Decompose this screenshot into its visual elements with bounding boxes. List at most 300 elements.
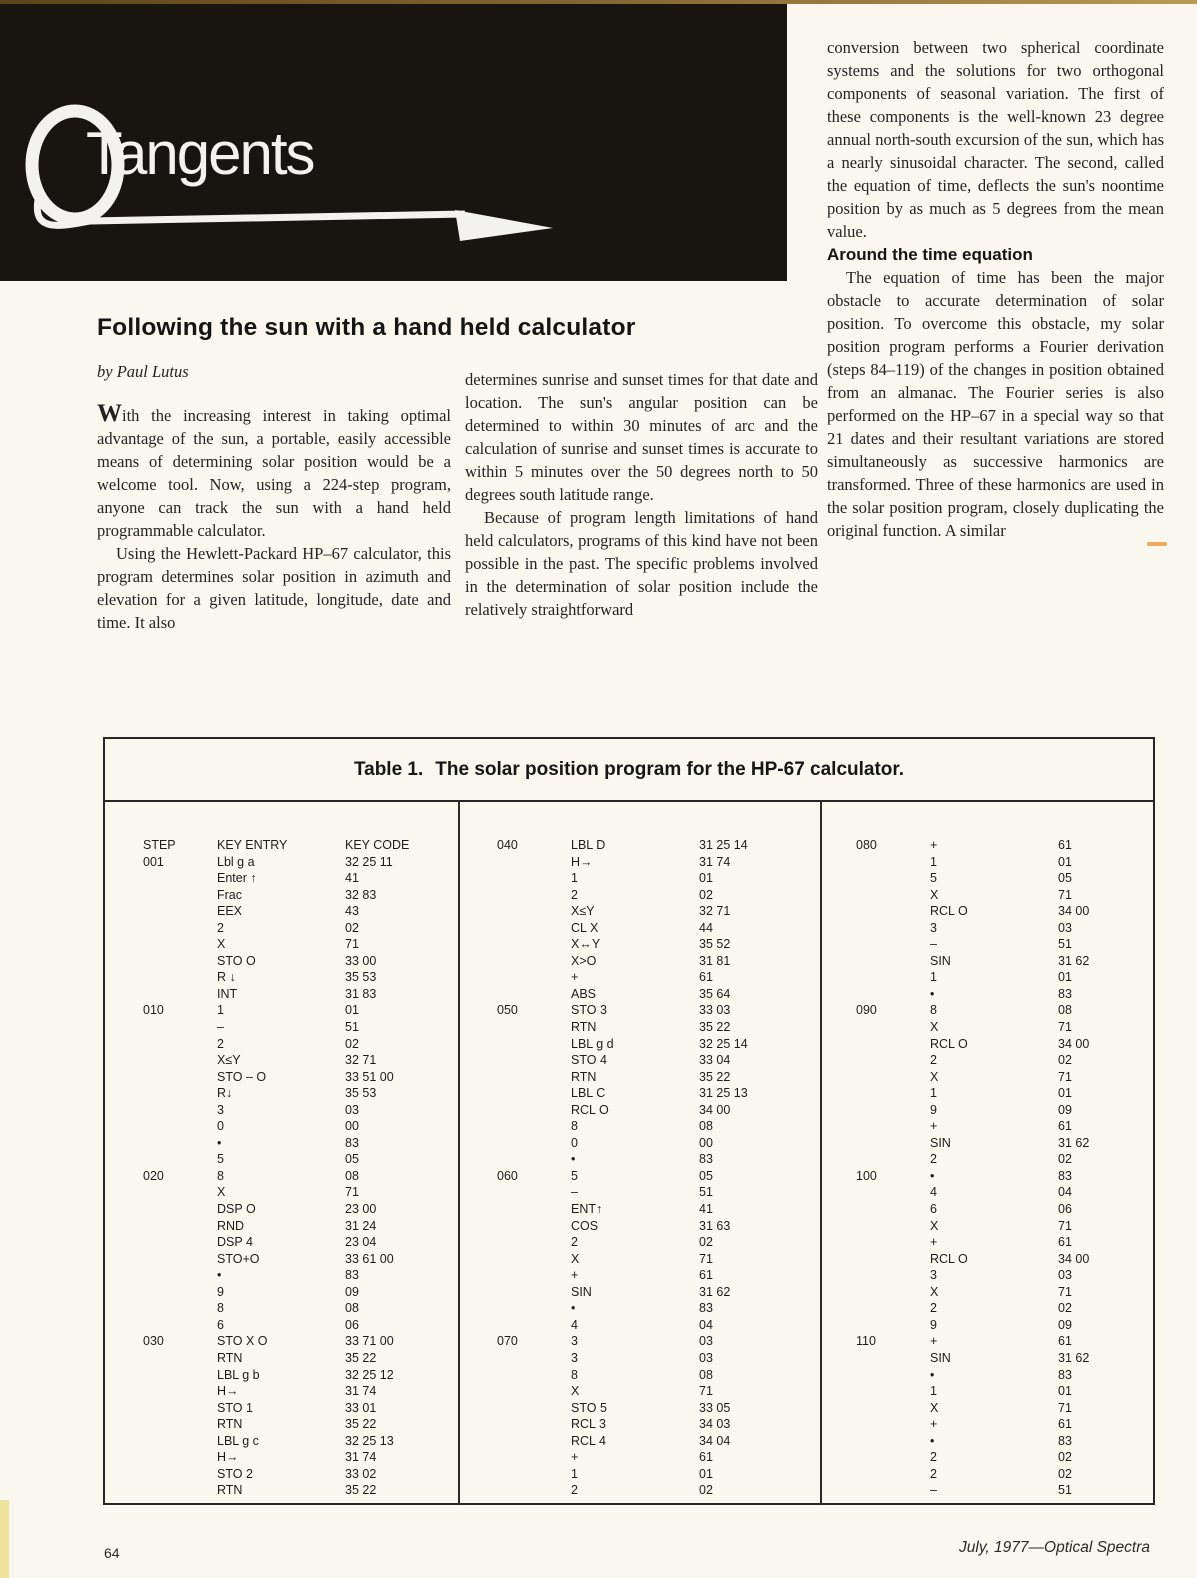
key-entry-cell: +	[571, 1268, 579, 1283]
key-entry-cell: 2	[571, 1235, 578, 1250]
step-cell: 001	[143, 854, 164, 869]
table-row	[143, 1482, 443, 1499]
key-entry-cell: 8	[930, 1003, 937, 1018]
key-entry-cell: Enter ↑	[217, 871, 257, 886]
key-code-cell: 71	[1058, 1400, 1072, 1415]
key-entry-cell: +	[930, 1334, 938, 1349]
step-cell	[856, 953, 930, 970]
key-entry-cell: LBL g b	[217, 1367, 260, 1382]
key-code-cell: 51	[1058, 937, 1072, 952]
table-title	[105, 739, 1153, 802]
step-cell	[497, 1251, 571, 1268]
key-code-cell: 33 03	[699, 1003, 731, 1018]
table-row	[497, 1333, 797, 1350]
key-entry-cell: •	[930, 1367, 935, 1382]
table-row	[497, 936, 797, 953]
key-entry-cell: 9	[217, 1284, 224, 1299]
key-code-cell: 32 71	[345, 1053, 377, 1068]
key-code-cell: 61	[1058, 838, 1072, 852]
table-row	[497, 1317, 797, 1334]
page-left-edge	[0, 1500, 9, 1578]
step-cell	[497, 1184, 571, 1201]
step-cell	[856, 936, 930, 953]
table-row	[143, 1019, 443, 1036]
table-row	[856, 870, 1146, 887]
step-cell	[497, 1234, 571, 1251]
step-cell	[856, 1102, 930, 1119]
key-code-cell: 01	[699, 1466, 713, 1481]
table-row	[856, 1433, 1146, 1450]
key-code-cell: 33 01	[345, 1400, 377, 1415]
step-cell	[143, 1383, 217, 1400]
table-row	[143, 1002, 443, 1019]
key-code-cell: 71	[1058, 1284, 1072, 1299]
step-cell: 070	[497, 1334, 518, 1349]
table-row	[497, 1251, 797, 1268]
key-entry-cell: 1	[930, 854, 937, 869]
table-row	[143, 1284, 443, 1301]
table-row	[856, 1135, 1146, 1152]
table-title-label: Table 1.	[353, 758, 424, 780]
key-code-cell: 83	[1058, 1433, 1072, 1448]
key-code-cell: 71	[1058, 1069, 1072, 1084]
step-cell	[143, 1449, 217, 1466]
step-cell	[856, 1300, 930, 1317]
step-cell	[856, 969, 930, 986]
table-row	[143, 1118, 443, 1135]
table-row	[143, 1234, 443, 1251]
table-row	[856, 1317, 1146, 1334]
step-cell	[856, 1350, 930, 1367]
table-row	[856, 1184, 1146, 1201]
key-entry-cell: •	[930, 986, 935, 1001]
table-row	[856, 903, 1146, 920]
key-code-cell: 01	[1058, 1086, 1072, 1101]
step-cell	[143, 1218, 217, 1235]
key-entry-cell: SIN	[571, 1284, 592, 1299]
table-row	[497, 1036, 797, 1053]
step-cell: 020	[143, 1168, 164, 1183]
key-code-cell: 33 51 00	[345, 1069, 394, 1084]
key-entry-cell: RTN	[571, 1020, 597, 1035]
table-row	[143, 1069, 443, 1086]
step-cell	[856, 1367, 930, 1384]
table-row	[856, 1085, 1146, 1102]
key-code-cell: 35 22	[345, 1417, 377, 1432]
step-cell	[497, 1466, 571, 1483]
step-cell	[143, 1416, 217, 1433]
key-code-cell: 61	[1058, 1119, 1072, 1134]
key-entry-cell: 1	[930, 1384, 937, 1399]
key-entry-cell: RCL O	[571, 1102, 609, 1117]
key-code-cell: 33 04	[699, 1053, 731, 1068]
table-row	[143, 1151, 443, 1168]
table-row	[143, 986, 443, 1003]
key-code-cell: 02	[1058, 1152, 1072, 1167]
table-row	[497, 1267, 797, 1284]
table-row	[856, 1333, 1146, 1350]
table-row	[856, 854, 1146, 871]
key-code-cell: 34 00	[699, 1102, 731, 1117]
key-entry-cell: 8	[217, 1168, 224, 1183]
step-cell	[143, 1466, 217, 1483]
step-cell	[143, 1234, 217, 1251]
table-row	[497, 1168, 797, 1185]
step-cell: 040	[497, 838, 518, 852]
step-cell	[143, 1019, 217, 1036]
section-heading: Around the time equation	[827, 245, 1033, 264]
key-code-cell: 08	[1058, 1003, 1072, 1018]
table-row	[497, 887, 797, 904]
step-cell	[856, 1433, 930, 1450]
step-cell	[143, 1052, 217, 1069]
key-entry-cell: SIN	[930, 953, 951, 968]
table-row	[856, 1449, 1146, 1466]
table-row	[497, 1102, 797, 1119]
key-code-cell: 01	[345, 1003, 359, 1018]
key-entry-cell: STO 2	[217, 1466, 253, 1481]
table-row	[856, 1102, 1146, 1119]
key-code-cell: 31 24	[345, 1218, 377, 1233]
step-cell	[497, 920, 571, 937]
step-cell	[143, 1300, 217, 1317]
key-code-cell: 03	[1058, 1268, 1072, 1283]
table-row	[143, 1052, 443, 1069]
key-entry-cell: EEX	[217, 904, 243, 919]
key-entry-cell: +	[930, 1235, 938, 1250]
key-entry-cell: 1	[571, 1466, 578, 1481]
table-row	[856, 1052, 1146, 1069]
key-entry-cell: •	[217, 1135, 222, 1150]
table-row	[497, 1085, 797, 1102]
step-cell	[856, 1267, 930, 1284]
step-cell	[143, 936, 217, 953]
key-code-cell: 51	[699, 1185, 713, 1200]
key-code-cell: 02	[1058, 1053, 1072, 1068]
key-entry-cell: 3	[571, 1350, 578, 1365]
key-code-cell: 31 83	[345, 986, 377, 1001]
table-group	[497, 837, 797, 1499]
col-header-step: STEP	[143, 838, 176, 852]
key-code-cell: 83	[1058, 986, 1072, 1001]
key-code-cell: 83	[699, 1301, 713, 1316]
key-entry-cell: RCL O	[930, 1036, 968, 1051]
table-row	[497, 1284, 797, 1301]
key-code-cell: 31 25 14	[699, 838, 748, 852]
key-code-cell: 31 74	[345, 1384, 377, 1399]
key-code-cell: 04	[699, 1317, 713, 1332]
key-code-cell: 23 00	[345, 1202, 377, 1217]
key-entry-cell: DSP 4	[217, 1235, 253, 1250]
table-row	[143, 1383, 443, 1400]
key-code-cell: 61	[1058, 1417, 1072, 1432]
key-code-cell: 03	[699, 1334, 713, 1349]
step-cell	[143, 1367, 217, 1384]
step-cell	[143, 1085, 217, 1102]
table-row	[497, 1151, 797, 1168]
step-cell	[856, 1036, 930, 1053]
table-row	[143, 870, 443, 887]
table-row	[856, 1069, 1146, 1086]
key-code-cell: 02	[1058, 1466, 1072, 1481]
key-entry-cell: RND	[217, 1218, 245, 1233]
key-code-cell: 44	[699, 920, 713, 935]
table-row	[856, 1251, 1146, 1268]
article-column-right	[827, 36, 1164, 542]
key-code-cell: 83	[1058, 1367, 1072, 1382]
article-column-left	[97, 402, 451, 634]
key-entry-cell: 8	[571, 1367, 578, 1382]
table-column-divider	[820, 800, 822, 1505]
table-row	[856, 1284, 1146, 1301]
step-cell	[856, 1251, 930, 1268]
step-cell	[856, 1052, 930, 1069]
key-entry-cell: RCL O	[930, 1251, 968, 1266]
key-entry-cell: X	[930, 1020, 939, 1035]
step-cell	[497, 1201, 571, 1218]
step-cell	[497, 1350, 571, 1367]
key-entry-cell: +	[930, 838, 938, 852]
key-code-cell: 31 62	[1058, 1350, 1090, 1365]
key-code-cell: 32 25 13	[345, 1433, 394, 1448]
key-entry-cell: +	[571, 970, 579, 985]
step-cell	[497, 870, 571, 887]
table-row	[856, 1383, 1146, 1400]
step-cell	[143, 1317, 217, 1334]
key-entry-cell: –	[571, 1185, 578, 1200]
step-cell	[856, 1218, 930, 1235]
tangents-banner	[0, 4, 787, 281]
table-row	[856, 1168, 1146, 1185]
step-cell: 050	[497, 1003, 518, 1018]
table-row	[143, 1201, 443, 1218]
table-row	[856, 1002, 1146, 1019]
key-code-cell: 43	[345, 904, 359, 919]
table-row	[143, 1367, 443, 1384]
table-row	[497, 1482, 797, 1499]
step-cell	[856, 1069, 930, 1086]
key-code-cell: 61	[1058, 1334, 1072, 1349]
step-cell	[856, 1118, 930, 1135]
pen-mark	[1147, 542, 1167, 546]
table-row	[497, 1201, 797, 1218]
key-code-cell: 03	[1058, 920, 1072, 935]
table-row	[856, 1118, 1146, 1135]
step-cell	[856, 1184, 930, 1201]
table-row	[497, 1433, 797, 1450]
key-entry-cell: X	[930, 887, 939, 902]
table-row	[497, 903, 797, 920]
key-entry-cell: 2	[930, 1301, 937, 1316]
key-code-cell: 31 62	[1058, 953, 1090, 968]
table-row	[856, 1367, 1146, 1384]
key-entry-cell: RTN	[217, 1483, 243, 1498]
key-entry-cell: STO O	[217, 953, 256, 968]
key-code-cell: 51	[345, 1020, 359, 1035]
step-cell	[497, 953, 571, 970]
key-code-cell: 61	[699, 970, 713, 985]
step-cell	[856, 986, 930, 1003]
step-cell	[497, 1069, 571, 1086]
key-code-cell: 03	[345, 1102, 359, 1117]
key-code-cell: 09	[1058, 1102, 1072, 1117]
key-code-cell: 02	[1058, 1301, 1072, 1316]
step-cell: 080	[856, 838, 877, 852]
key-code-cell: 06	[1058, 1202, 1072, 1217]
table-row	[497, 837, 797, 854]
paragraph: determines sunrise and sunset times for that date and location. The sun's angular position can be determined to within 30 minutes of arc and the calculation of sunrise and sunset times is accurate to within 5 minutes over the 50 degrees north to 50 degrees south latitude range.	[465, 370, 818, 504]
key-code-cell: 31 74	[699, 854, 731, 869]
key-entry-cell: 3	[571, 1334, 578, 1349]
table-row	[856, 1482, 1146, 1499]
step-cell	[497, 969, 571, 986]
table-row	[856, 936, 1146, 953]
key-code-cell: 31 63	[699, 1218, 731, 1233]
key-entry-cell: STO 1	[217, 1400, 253, 1415]
key-entry-cell: X>O	[571, 953, 597, 968]
step-cell	[497, 986, 571, 1003]
table-row	[497, 1002, 797, 1019]
table-row	[497, 953, 797, 970]
step-cell	[497, 1367, 571, 1384]
drop-cap: W	[97, 400, 122, 427]
key-entry-cell: H→	[571, 854, 593, 869]
table-group	[143, 837, 443, 1499]
step-cell	[856, 1317, 930, 1334]
key-entry-cell: STO X O	[217, 1334, 268, 1349]
step-cell	[143, 1069, 217, 1086]
key-code-cell: 08	[345, 1168, 359, 1183]
table-row	[497, 986, 797, 1003]
step-cell	[856, 1416, 930, 1433]
step-cell	[143, 1151, 217, 1168]
key-entry-cell: 2	[930, 1053, 937, 1068]
step-cell	[497, 1135, 571, 1152]
key-entry-cell: 2	[571, 1483, 578, 1498]
key-entry-cell: 2	[930, 1450, 937, 1465]
key-code-cell: 31 62	[699, 1284, 731, 1299]
table-row	[856, 920, 1146, 937]
table-row	[856, 986, 1146, 1003]
table-row	[497, 1416, 797, 1433]
key-code-cell: 71	[1058, 1218, 1072, 1233]
key-code-cell: 33 61 00	[345, 1251, 394, 1266]
key-code-cell: 04	[1058, 1185, 1072, 1200]
key-code-cell: 35 22	[699, 1020, 731, 1035]
key-code-cell: 00	[345, 1119, 359, 1134]
table-row	[143, 887, 443, 904]
table-row	[856, 837, 1146, 854]
article-byline: by Paul Lutus	[97, 362, 189, 381]
key-entry-cell: 2	[217, 920, 224, 935]
key-entry-cell: 8	[571, 1119, 578, 1134]
step-cell	[856, 1482, 930, 1499]
key-code-cell: 03	[699, 1350, 713, 1365]
key-entry-cell: LBL g d	[571, 1036, 614, 1051]
table-row	[856, 953, 1146, 970]
table-row	[497, 1300, 797, 1317]
step-cell	[143, 1350, 217, 1367]
table-row	[856, 887, 1146, 904]
article-column-middle	[465, 368, 818, 621]
step-cell	[497, 1118, 571, 1135]
key-code-cell: 09	[1058, 1317, 1072, 1332]
step-cell	[497, 1317, 571, 1334]
step-cell	[497, 854, 571, 871]
key-code-cell: 00	[699, 1135, 713, 1150]
key-entry-cell: 1	[571, 871, 578, 886]
step-cell: 110	[856, 1334, 876, 1349]
key-entry-cell: –	[930, 937, 937, 952]
key-entry-cell: RTN	[571, 1069, 597, 1084]
step-cell	[143, 1284, 217, 1301]
key-code-cell: 83	[345, 1268, 359, 1283]
key-code-cell: 71	[345, 1185, 359, 1200]
key-code-cell: 34 00	[1058, 1036, 1090, 1051]
step-cell	[497, 1085, 571, 1102]
key-entry-cell: LBL C	[571, 1086, 606, 1101]
step-cell	[856, 920, 930, 937]
key-entry-cell: STO 4	[571, 1053, 607, 1068]
step-cell	[497, 1300, 571, 1317]
key-entry-cell: X	[217, 1185, 226, 1200]
table-row	[497, 1184, 797, 1201]
key-code-cell: 35 64	[699, 986, 731, 1001]
key-entry-cell: X	[571, 1384, 580, 1399]
key-code-cell: 06	[345, 1317, 359, 1332]
key-entry-cell: 6	[930, 1202, 937, 1217]
key-entry-cell: •	[930, 1168, 935, 1183]
table-row	[143, 969, 443, 986]
key-entry-cell: X	[930, 1069, 939, 1084]
key-entry-cell: RTN	[217, 1417, 243, 1432]
key-code-cell: 71	[1058, 1020, 1072, 1035]
table-row	[856, 1019, 1146, 1036]
paragraph	[97, 402, 451, 542]
table-row	[497, 1118, 797, 1135]
table-row	[856, 1036, 1146, 1053]
key-entry-cell: 0	[571, 1135, 578, 1150]
key-entry-cell: 4	[571, 1317, 578, 1332]
key-code-cell: 34 03	[699, 1417, 731, 1432]
step-cell	[497, 1151, 571, 1168]
step-cell	[856, 1151, 930, 1168]
step-cell: 030	[143, 1334, 164, 1349]
key-code-cell: 31 62	[1058, 1135, 1090, 1150]
key-entry-cell: +	[930, 1417, 938, 1432]
table-row	[143, 1416, 443, 1433]
step-cell	[856, 870, 930, 887]
table-row	[497, 1350, 797, 1367]
table-row	[143, 1168, 443, 1185]
key-code-cell: 61	[699, 1268, 713, 1283]
table-row	[497, 1466, 797, 1483]
step-cell	[497, 936, 571, 953]
table-row	[143, 854, 443, 871]
key-entry-cell: DSP O	[217, 1202, 256, 1217]
step-cell	[856, 1085, 930, 1102]
step-cell	[497, 1482, 571, 1499]
step-cell	[497, 1036, 571, 1053]
table-row	[143, 1400, 443, 1417]
table-row	[143, 1036, 443, 1053]
key-code-cell: 35 52	[699, 937, 731, 952]
step-cell	[143, 1251, 217, 1268]
table-row	[856, 1234, 1146, 1251]
step-cell	[856, 903, 930, 920]
key-entry-cell: RCL 3	[571, 1417, 606, 1432]
table-row	[856, 1400, 1146, 1417]
